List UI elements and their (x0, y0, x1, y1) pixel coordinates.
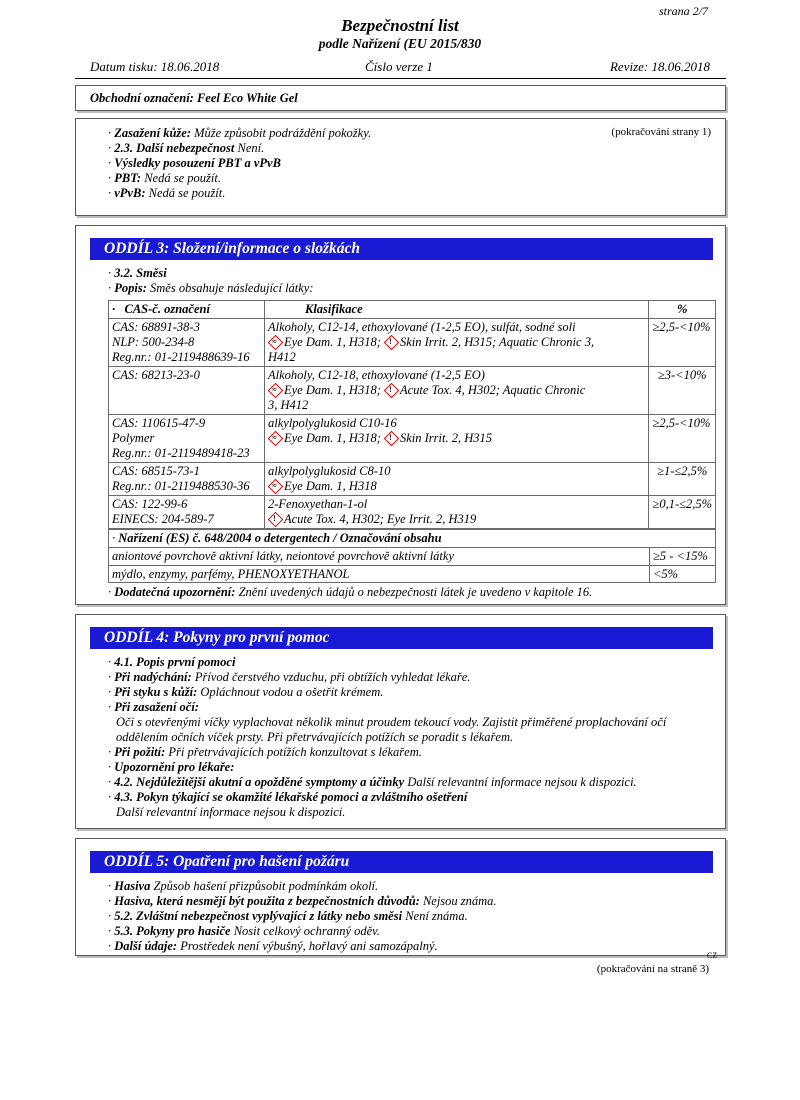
detergent-table (108, 529, 716, 583)
table-row: CAS: 68515-73-1 Reg.nr.: 01-2119488530-36 alkylpolyglukosid C8-10 ≈Eye Dam. 1, H318 ≥1-≤2,5% (109, 462, 716, 495)
eye-heading: · Při zasažení očí: (108, 700, 199, 714)
ghs-exclamation-icon (384, 431, 397, 444)
table-row: mýdlo, enzymy, parfémy, PHENOXYETHANOL <5% (109, 565, 716, 583)
pbt-heading: · Výsledky posouzení PBT a vPvB (108, 156, 281, 170)
trade-name-box (75, 85, 726, 111)
table-row: aniontové povrchově aktivní látky, neiontové povrchově aktivní látky ≥5 - <15% (109, 547, 716, 565)
pbt-line: · PBT: Nedá se použít. (108, 171, 221, 185)
special-hazards-line: · 5.2. Zvláštní nebezpečnost vyplývající z látky nebo směsi Není známa. (108, 909, 468, 923)
mixtures-heading: · 3.2. Směsi (108, 266, 167, 280)
print-date: Datum tisku: 18.06.2018 (90, 59, 220, 74)
document-subtitle: podle Nařízení (EU 2015/830 (318, 36, 482, 51)
ghs-exclamation-icon (384, 383, 397, 396)
ghs-corrosion-icon (268, 431, 281, 444)
continued-to-note: (pokračování na straně 3) (596, 963, 709, 975)
section3-box (75, 225, 726, 605)
first-aid-heading: · 4.1. Popis první pomoci (108, 655, 236, 669)
additional-note: · Dodatečná upozornění: Znění uvedených údajů o nebezpečnosti látek je uvedeno v kapitole 16. (108, 585, 593, 599)
col-header-cas: · CAS-č. označení (109, 301, 265, 319)
trade-name-label: Obchodní označení: (90, 91, 194, 105)
ghs-corrosion-icon (268, 383, 281, 396)
treatment-text: Další relevantní informace nejsou k dispozici. (116, 805, 346, 819)
section4-title: ODDÍL 4: Pokyny pro první pomoc (90, 627, 713, 649)
further-info-line: · Další údaje: Prostředek není výbušný, hořlavý ani samozápalný. (108, 939, 438, 953)
revision-date: Revize: 18.06.2018 (609, 59, 710, 74)
ghs-exclamation-icon (268, 512, 281, 525)
table-row: CAS: 110615-47-9 Polymer Reg.nr.: 01-2119489418-23 alkylpolyglukosid C10-16 ≈Eye Dam. 1, H318; ! Skin Irrit. 2, H315 ≥2,5-<10% (109, 414, 716, 462)
ghs-corrosion-icon (268, 479, 281, 492)
skin-line: · Při styku s kůží: Opláchnout vodou a ošetřit krémem. (108, 685, 384, 699)
composition-table (108, 300, 716, 529)
skin-contact-line: · Zasažení kůže: Může způsobit podráždění pokožky. (108, 126, 372, 140)
continued-from-note: (pokračování strany 1) (611, 126, 711, 138)
section4-box (75, 614, 726, 829)
firefighter-advice-line: · 5.3. Pokyny pro hasiče Nosit celkový ochranný oděv. (108, 924, 380, 938)
document-title: Bezpečnostní list (341, 16, 459, 35)
col-header-classification: Klasifikace (265, 301, 649, 319)
trade-name-value: Feel Eco White Gel (196, 91, 298, 105)
doctor-note: · Upozornění pro lékaře: (108, 760, 235, 774)
section2-continuation (75, 118, 726, 216)
symptoms-line: · 4.2. Nejdůležitější akutní a opožděné symptomy a účinky Další relevantní informace nejsou k dispozici. (108, 775, 637, 789)
section5-title: ODDÍL 5: Opatření pro hašení požáru (90, 851, 713, 873)
ghs-exclamation-icon (384, 335, 397, 348)
detergent-heading-row: · Nařízení (ES) č. 648/2004 o detergentech / Označování obsahu (109, 530, 716, 548)
table-row: CAS: 122-99-6 EINECS: 204-589-7 2-Fenoxyethan-1-ol !Acute Tox. 4, H302; Eye Irrit. 2, H319 ≥0,1-≤2,5% (109, 495, 716, 528)
section3-title: ODDÍL 3: Složení/informace o složkách (90, 238, 713, 260)
swallow-line: · Při požití: Při přetrvávajících potížích konzultovat s lékařem. (108, 745, 422, 759)
composition-header-row (109, 301, 716, 319)
eye-text-2: oddělením očních víček prsty. Při přetrvávajících potížích se poradit s lékařem. (116, 730, 514, 744)
extinguishing-line: · Hasiva Způsob hašení přizpůsobit podmínkám okolí. (108, 879, 379, 893)
country-code: CZ (707, 951, 718, 960)
other-hazards-line: · 2.3. Další nebezpečnost Není. (108, 141, 265, 155)
vpvb-line: · vPvB: Nedá se použít. (108, 186, 226, 200)
col-header-percent: % (649, 301, 716, 319)
treatment-heading: · 4.3. Pokyn týkající se okamžité lékařské pomoci a zvláštního ošetření (108, 790, 468, 804)
version-number: Číslo verze 1 (365, 59, 433, 74)
header-divider (75, 78, 726, 79)
unsuitable-line: · Hasiva, která nesmějí být použita z bezpečnostních důvodů: Nejsou známa. (108, 894, 497, 908)
page-number: strana 2/7 (658, 4, 708, 18)
table-row: CAS: 68891-38-3 NLP: 500-234-8 Reg.nr.: 01-2119488639-16 Alkoholy, C12-14, ethoxylované (1-2,5 EO), sulfát, sodné soli ≈Eye Dam. 1, H318; ! Skin Irrit. 2, H315; Aquatic Chronic 3, H412 ≥2,5-<10% (109, 318, 716, 366)
eye-text-1: Oči s otevřenými víčky vyplachovat několik minut proudem tekoucí vody. Zajistit přiměřené proplachování očí (116, 715, 667, 729)
description-line: · Popis: Směs obsahuje následující látky: (108, 281, 314, 295)
section5-box (75, 838, 726, 956)
inhalation-line: · Při nadýchání: Přívod čerstvého vzduchu, při obtížích vyhledat lékaře. (108, 670, 471, 684)
ghs-corrosion-icon (268, 335, 281, 348)
table-row: CAS: 68213-23-0 Alkoholy, C12-18, ethoxylované (1-2,5 EO) ≈Eye Dam. 1, H318; ! Acute Tox. 4, H302; Aquatic Chronic 3, H412 ≥3-<10% (109, 366, 716, 414)
